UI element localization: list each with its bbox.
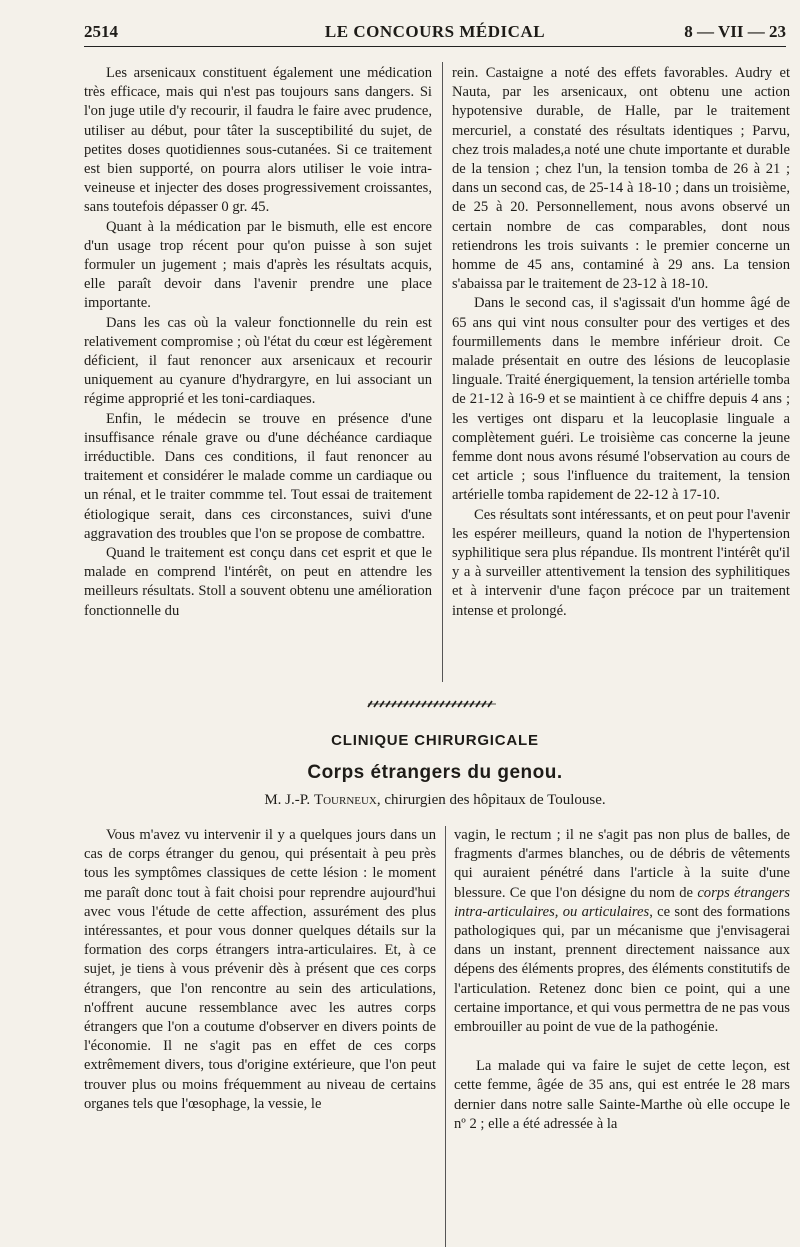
bottom-right-column: [454, 826, 790, 1134]
ornamental-divider: [364, 700, 500, 708]
paragraph: Ces résultats sont intéressants, et on peut pour l'avenir les espérer meilleurs, quand la notion de l'hypertension syphilitique sera plus répandue. Ils montrent l'intérêt qu'il y a à surveiller attentivement la tension des syphilitiques et à intervenir d'une façon précoce par un traitement intense et prolongé.: [452, 506, 790, 619]
paragraph: Quand le traitement est conçu dans cet esprit et que le malade en comprend l'intérêt, on peut en attendre les meilleurs résultats. Stoll a souvent obtenu une amélioration fonctionnelle du: [84, 545, 432, 619]
text-run: vagin, le rectum ; il ne s'agit pas non plus de balles, de fragments d'armes blanches, ou de débris de vêtements qui auraient pénétré dans l'article à la suite d'une blessure. Ce que l'on désigne du nom de: [454, 827, 790, 901]
issue-date: 8 — VII — 23: [684, 22, 786, 41]
header-rule: [84, 46, 786, 47]
journal-title: LE CONCOURS MÉDICAL: [324, 22, 546, 41]
page-number: 2514: [84, 22, 118, 41]
paragraph: [454, 826, 790, 1037]
column-rule: [442, 62, 443, 682]
top-right-column: [452, 64, 790, 621]
paragraph: rein. Castaigne a noté des effets favorables. Audry et Nauta, par les arsenicaux, ont obtenu une action hypotensive durable, de Halle, par le traitement mercuriel, a constaté des résultats identiques ; Parvu, chez trois malades,a noté une chute importante et durable de la tension ; chez l'un, la tension tomba de 26 à 21 ; dans un second cas, de 25-14 à 18-10 ; dans un troisième, de 25 à 20. Personnellement, nous avons observé un certain nombre de cas comparables, dont nous retiendrons les trois suivants : le premier concerne un homme de 45 ans, contaminé à 29 ans. La tension s'abaissa par le traitement de 23-12 à 18-10.: [452, 65, 790, 293]
bottom-left-column: [84, 826, 436, 1114]
paragraph: Enfin, le médecin se trouve en présence d'une insuffisance rénale grave ou d'une déchéance cardiaque irréductible. Dans ces conditions, il faut renoncer au traitement et considérer le malade comme un cardiaque ou un rénal, et le traiter commme tel. Tout essai de traitement étiologique serait, dans ces circonstances, suivi d'une aggravation des troubles que l'on se propose de combattre.: [84, 410, 432, 542]
paragraph: Vous m'avez vu intervenir il y a quelques jours dans un cas de corps étranger du genou, qui présentait à peu près tous les symptômes classiques de cette lésion : le moment me paraît donc tout à fait choisi pour reprendre aujourd'hui avec vous l'étude de cette affection, assurément des plus intéressantes, et pour vous donner quelques détails sur la formation des corps étrangers intra-articulaires. Et, à ce sujet, je tiens à vous prévenir dès à présent que ces corps étrangers, que l'on rencontre au sein des articulations, n'offrent aucune ressemblance avec les autres corps étrangers que l'on a coutume d'observer en divers points de l'économie. Il ne s'agit pas en effet de ces corps extrêmement divers, tous d'origine extérieure, que l'on peut trouver plus ou moins fréquemment au niveau de certains organes tels que l'œsophage, la vessie, le: [84, 827, 436, 1112]
paragraph: Dans le second cas, il s'agissait d'un homme âgé de 65 ans qui vint nous consulter pour des vertiges et des fourmillements dans le membre inférieur droit. Ce malade présentait en outre des lésions de leucoplasie linguale. Traité énergiquement, la tension artérielle tomba de 21-12 à 16-9 et se maintient à ce chiffre depuis 4 ans ; les vertiges ont disparu et la leucoplasie linguale a complètement guéri. Le troisième cas concerne la jeune femme dont nous avons résumé l'observation au cours de cet article ; sous l'influence du traitement, la tension artérielle tomba rapidement de 22-12 à 17-10.: [452, 295, 790, 504]
article-title: Corps étrangers du genou.: [307, 762, 563, 783]
top-left-column: [84, 64, 432, 621]
byline-suffix: , chirurgien des hôpitaux de Toulouse.: [376, 792, 606, 808]
paragraph: Les arsenicaux constituent également une médication très efficace, mais qui n'est pas toujours sans dangers. Si l'on juge utile d'y recourir, il faudra le faire avec prudence, utiliser au début, pour tâter la susceptibilité du sujet, de petites doses quotidiennes sous-cutanées. Si ce traitement est bien supporté, on pourra alors utiliser le voie intra-veineuse et injecter des doses progressivement croissantes, sans toutefois dépasser 0 gr. 45.: [84, 65, 432, 216]
byline: [84, 792, 786, 809]
section-heading: CLINIQUE CHIRURGICALE: [331, 732, 539, 749]
text-run: , ce sont des formations pathologiques qui, par un mécanisme que j'envisagerai dans un instant, prennent directement naissance aux dépens des éléments propres, des éléments constitutifs de l'articulation. Retenez donc bien ce point, qui a une certaine importance, et qui vous permettra de ne pas vous embrouiller au point de vue de la pathogénie.: [454, 903, 790, 1036]
italic-term: corps étrangers intra-articulaires, ou articulaires: [454, 884, 790, 920]
paragraph: Dans les cas où la valeur fonctionnelle du rein est relativement compromise ; où l'état du cœur est légèrement déficient, il faut renoncer aux arsenicaux et recourir uniquement au cyanure d'hydrargyre, en lui associant un régime approprié et les toni-cardiaques.: [84, 314, 432, 408]
byline-prefix: M. J.-P.: [264, 792, 311, 808]
column-rule: [445, 826, 446, 1247]
author-name: Tourneux: [313, 792, 377, 808]
paragraph: Quant à la médication par le bismuth, elle est encore d'un usage trop récent pour qu'on puisse à son sujet formuler un jugement ; mais d'après les résultats acquis, elle paraît devoir dans l'avenir prendre une place importante.: [84, 218, 432, 312]
paragraph: La malade qui va faire le sujet de cette leçon, est cette femme, âgée de 35 ans, qui est entrée le 28 mars dernier dans notre salle Sainte-Marthe où elle occupe le nº 2 ; elle a été adressée à la: [454, 1058, 790, 1132]
running-header: [84, 18, 786, 48]
